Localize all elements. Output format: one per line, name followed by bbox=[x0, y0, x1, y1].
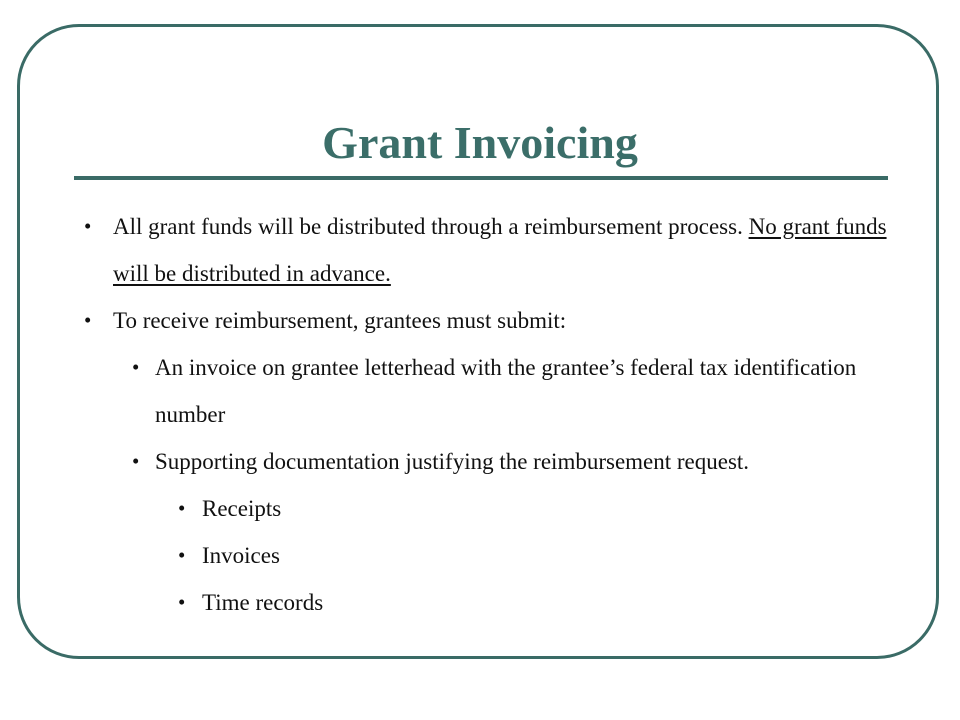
bullet-text: Invoices bbox=[202, 543, 280, 568]
bullet-item-invoices bbox=[0, 532, 960, 579]
bullet-text: Time records bbox=[202, 590, 324, 615]
bullet-text: An invoice on grantee letterhead with the grantee’s federal tax identification number bbox=[155, 355, 857, 427]
bullet-marker: • bbox=[132, 355, 140, 379]
bullet-item-time-records bbox=[0, 579, 960, 626]
bullet-text: To receive reimbursement, grantees must submit: bbox=[113, 308, 567, 333]
bullet-marker: • bbox=[178, 590, 186, 614]
bullet-marker: • bbox=[84, 308, 92, 332]
bullet-item-supporting-documentation bbox=[0, 438, 960, 485]
bullet-marker: • bbox=[84, 214, 92, 238]
bullet-item-receive-reimbursement bbox=[0, 297, 960, 344]
bullet-text: Supporting documentation justifying the reimbursement request. bbox=[155, 449, 750, 474]
bullet-list bbox=[0, 203, 960, 626]
bullet-text: Receipts bbox=[202, 496, 282, 521]
bullet-marker: • bbox=[132, 449, 140, 473]
bullet-marker: • bbox=[178, 496, 186, 520]
slide-title: Grant Invoicing bbox=[322, 117, 638, 168]
bullet-item-reimbursement-process bbox=[0, 203, 960, 297]
bullet-marker: • bbox=[178, 543, 186, 567]
bullet-text: All grant funds will be distributed through a reimbursement process. bbox=[113, 214, 749, 239]
title-underline-rule bbox=[74, 176, 888, 180]
bullet-item-receipts bbox=[0, 485, 960, 532]
bullet-underlined-text: No grant funds will be distributed in advance. bbox=[113, 214, 887, 286]
bullet-item-invoice-letterhead bbox=[0, 344, 960, 438]
